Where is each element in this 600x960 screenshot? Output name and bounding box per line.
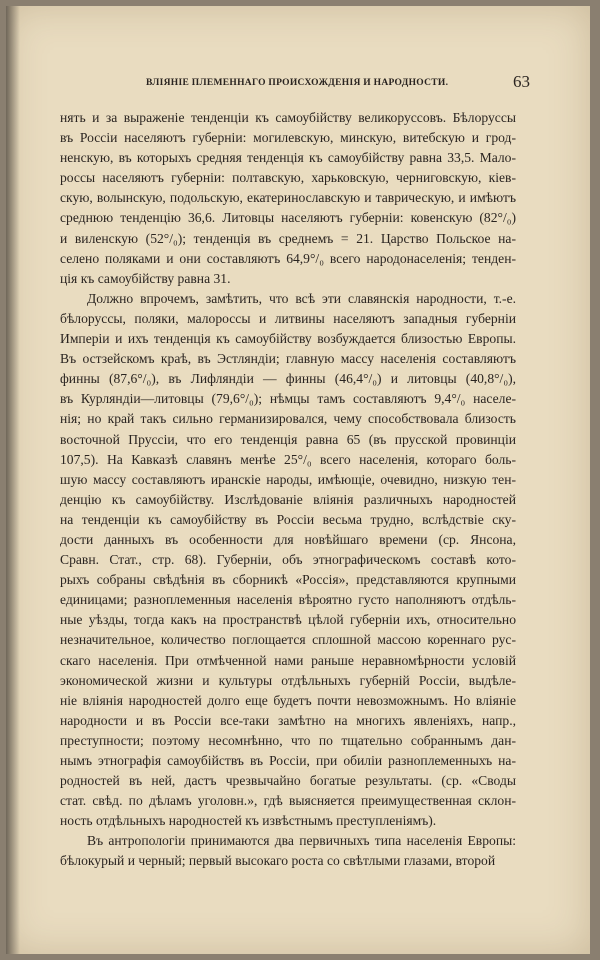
- text-line: ція къ самоубійству равна 31.: [60, 270, 231, 286]
- paragraph: [60, 108, 516, 289]
- text-line: на тенденціи къ самоубійству въ Россіи весьма трудно, вслѣдствіе ску-: [60, 511, 516, 527]
- text-line: россы населяютъ губерніи: полтавскую, харьковскую, черниговскую, кіев-: [60, 170, 516, 186]
- text-line: и виленскую (52°/₀); тенденція въ среднемъ = 21. Царство Польское на-: [60, 230, 516, 246]
- text-line: Должно впрочемъ, замѣтить, что всѣ эти славянскія народности, т.-е.: [87, 290, 516, 306]
- text-line: нія; но край такъ сильно германизировался, чему способствовала близость: [60, 411, 516, 427]
- page-number: 63: [513, 72, 530, 91]
- text-line: восточной Пруссіи, что его тенденція равна 65 (въ прусской провинціи: [60, 431, 516, 447]
- body-text: [60, 108, 516, 872]
- page-header: [60, 70, 530, 100]
- paragraph: [60, 831, 516, 871]
- text-line: финны (87,6°/₀), въ Лифляндіи — финны (46,4°/₀) и литовцы (40,8°/₀),: [60, 371, 516, 387]
- text-line: ненскую, въ которыхъ средняя тенденція къ самоубійству равна 33,5. Мало-: [60, 150, 516, 166]
- text-line: стат. свѣд. по дѣламъ уголовн.», гдѣ выясняется преимущественная склон-: [60, 793, 516, 809]
- text-line: рыхъ собраны свѣдѣнія въ сборникѣ «Россія», представляются крупными: [60, 572, 516, 588]
- text-line: нымъ этнографія самоубійствъ въ Россіи, при обиліи разноплеменныхъ на-: [60, 753, 516, 768]
- text-line: Имперіи и ихъ тенденція къ самоубійству возбуждается близостью Европы.: [60, 331, 516, 347]
- text-line: бѣлоруссы, поляки, малороссы и литвины населяютъ западныя губерніи: [60, 310, 516, 326]
- text-line: селено поляками и они составляютъ 64,9°/₀ всего народонаселенія; тенден-: [60, 250, 516, 266]
- text-line: въ Курляндіи—литовцы (79,6°/₀); нѣмцы тамъ составляютъ 9,4°/₀ населе-: [60, 391, 516, 407]
- text-line: народности и въ Россіи все-таки замѣтно на многихъ явленіяхъ, напр.,: [60, 712, 516, 728]
- text-line: среднюю тенденцію 36,6. Литовцы населяютъ губерніи: ковенскую (82°/₀): [60, 210, 516, 226]
- text-line: въ Россіи населяютъ губерніи: могилевскую, минскую, витебскую и грод-: [60, 130, 516, 146]
- text-line: ные уѣзды, тогда какъ на пространствѣ цѣлой губерніи ихъ, относительно: [60, 612, 516, 628]
- text-line: бѣлокурый и черный; первый высокаго роста со свѣтлыми глазами, второй: [60, 853, 496, 869]
- text-line: нять и за выраженіе тенденціи къ самоубійству великоруссовъ. Бѣлоруссы: [60, 110, 516, 125]
- page-gutter-shadow: [6, 6, 20, 954]
- text-line: экономической жизни и культуры отдѣльныхъ губерній Россіи, выдѣле-: [60, 672, 516, 688]
- paragraph: [60, 289, 516, 832]
- text-line: 107,5). На Кавказѣ славянъ менѣе 25°/₀ всего населенія, котораго боль-: [60, 451, 516, 467]
- text-line: незначительное, количество поглощается сплошной массою кореннаго рус-: [60, 632, 516, 648]
- text-line: Въ антропологіи принимаются два первичныхъ типа населенія Европы:: [87, 833, 516, 849]
- text-line: родностей въ ней, дастъ чрезвычайно богатые результаты. (ср. «Своды: [60, 773, 516, 789]
- text-line: ность отдѣльныхъ народностей къ извѣстнымъ преступленіямъ).: [60, 813, 437, 829]
- text-line: ніе вліянія народностей долго еще будетъ почти невозможнымъ. Но вліяніе: [60, 692, 516, 708]
- running-head: ВЛІЯНІЕ ПЛЕМЕННАГО ПРОИСХОЖДЕНІЯ И НАРОДНОСТИ.: [146, 78, 449, 88]
- text-line: скаго населенія. При отмѣченной нами раньше неравномѣрности условій: [60, 652, 516, 668]
- text-line: дости данныхъ въ особенности для новѣйшаго времени (ср. Янсона,: [60, 531, 516, 547]
- text-line: денцію къ самоубійству. Изслѣдованіе вліянія различныхъ народностей: [60, 491, 516, 507]
- text-line: преступности; поэтому несомнѣнно, что по тщательно собраннымъ дан-: [60, 732, 516, 748]
- text-line: шую массу составляютъ иранскіе народы, имѣющіе, очевидно, низкую тен-: [60, 471, 516, 487]
- text-line: единицами; разноплеменныя населенія вѣроятно густо наполняютъ отдѣль-: [60, 592, 516, 608]
- text-line: Въ остзейскомъ краѣ, въ Эстляндіи; главную массу населенія составляютъ: [60, 351, 516, 367]
- text-line: скую, волынскую, подольскую, екатеринославскую и таврическую, и имѣютъ: [60, 190, 516, 206]
- text-line: Сравн. Стат., стр. 68). Губерніи, объ этнографическомъ составѣ кото-: [60, 552, 516, 568]
